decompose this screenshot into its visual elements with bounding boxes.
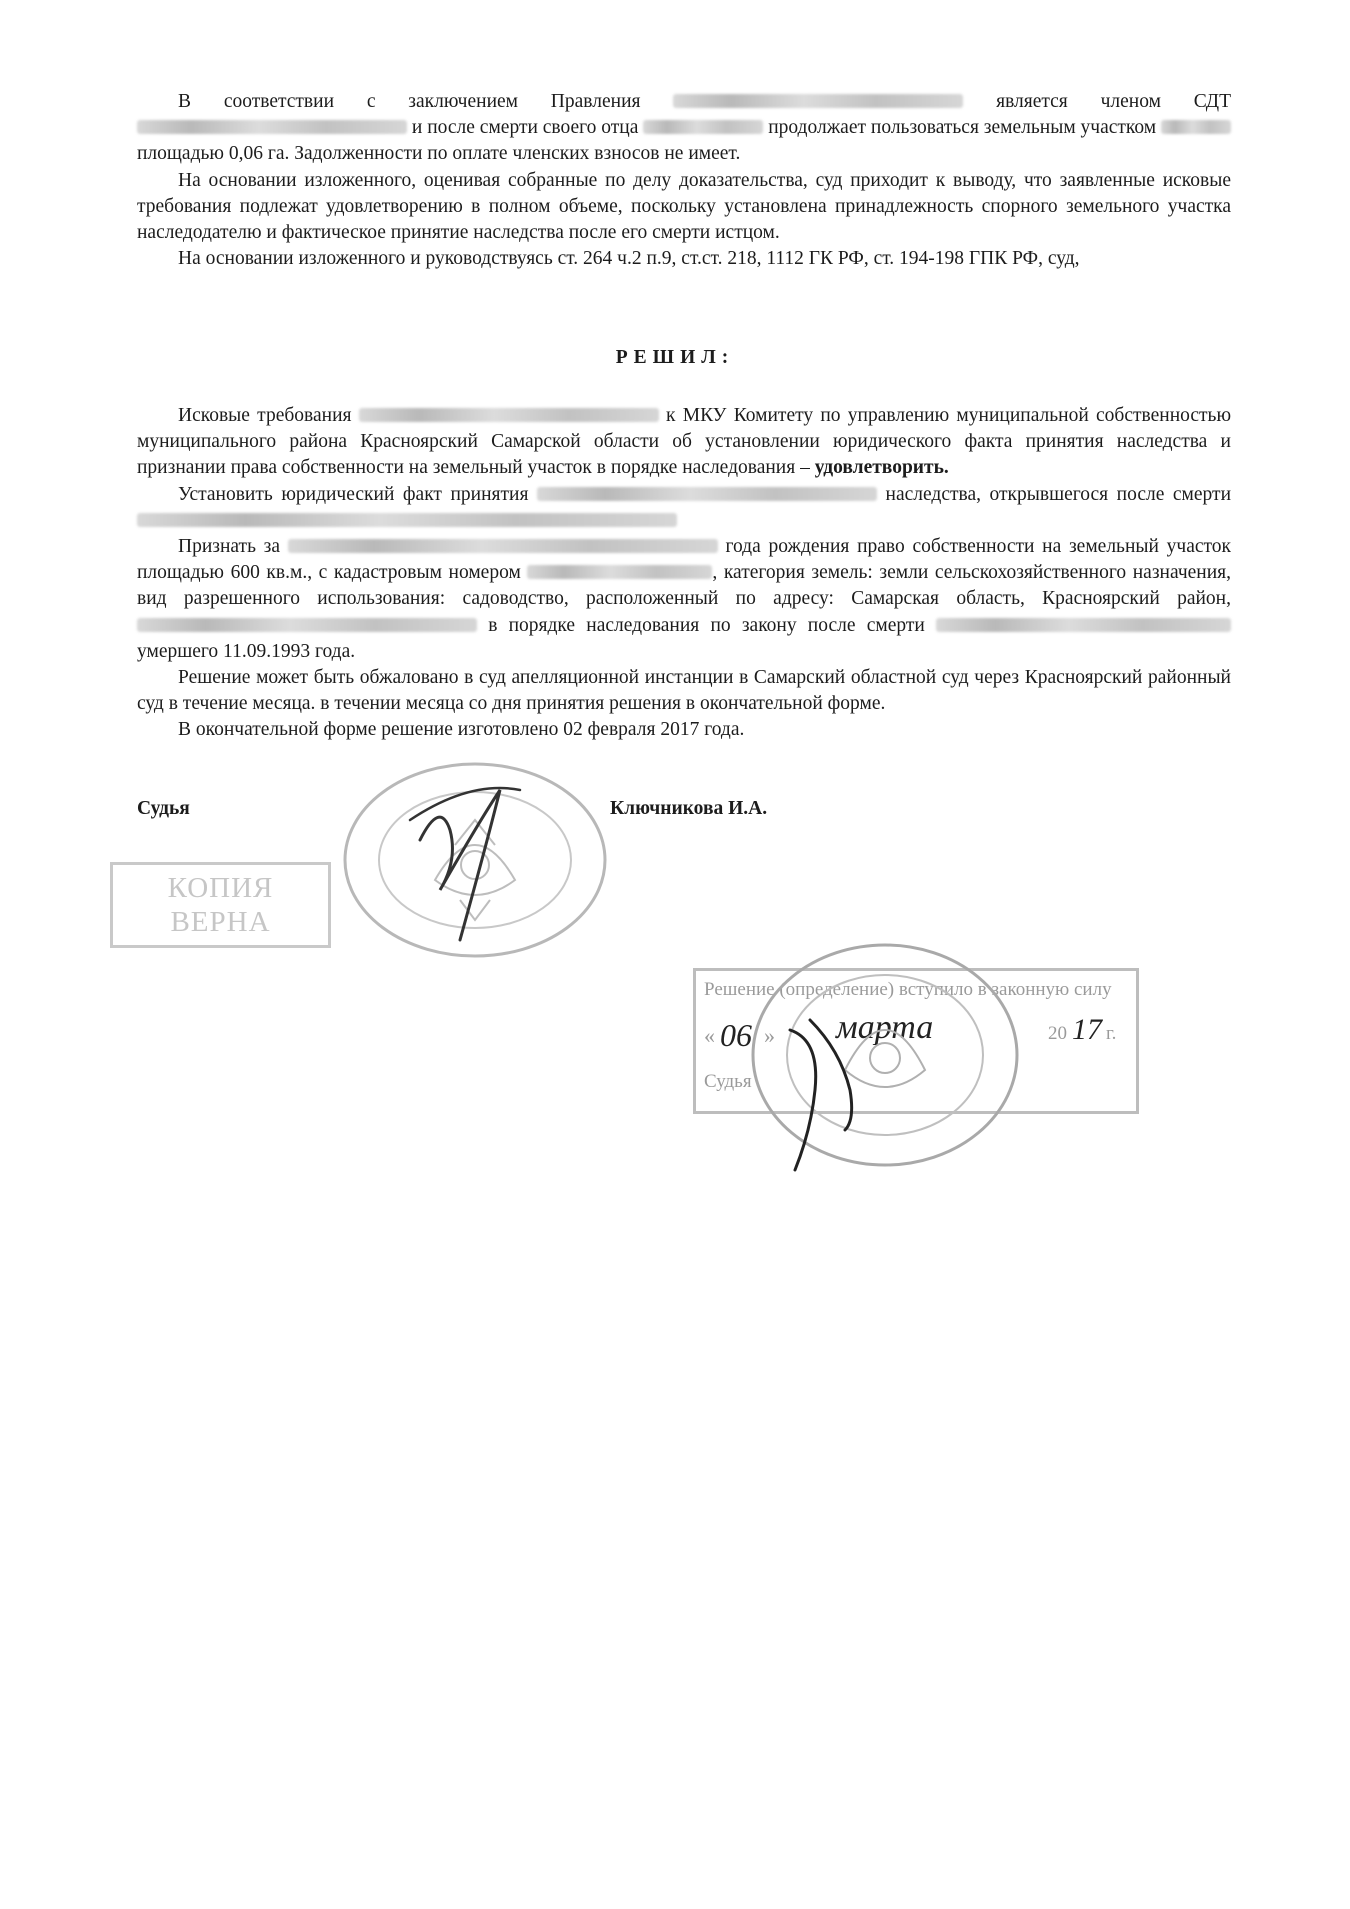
redacted-text bbox=[359, 408, 659, 422]
text-fragment: Установить юридический факт принятия bbox=[178, 483, 529, 505]
court-seal-icon bbox=[340, 760, 610, 960]
text-fragment: наследства, открывшегося после смерти bbox=[885, 483, 1232, 505]
text-fragment: В соответствии с заключением Правления bbox=[178, 91, 641, 112]
paragraph-ownership bbox=[137, 534, 1231, 665]
text-fragment: и после смерти своего отца bbox=[411, 117, 639, 139]
decision-heading: РЕШИЛ: bbox=[615, 347, 735, 368]
paragraph-fact-establishment bbox=[137, 482, 1231, 534]
text-fragment: продолжает пользоваться земельным участком bbox=[768, 117, 1157, 139]
stamp-line: Решение (определение) вступило в законную силу bbox=[704, 979, 1112, 1000]
text-fragment: умершего 11.09.1993 года. bbox=[137, 640, 356, 662]
paragraph-appeal: Решение может быть обжаловано в суд апелляционной инстанции в Самарский областной суд через Красноярский районный суд в течение месяца. в течении месяца со дня принятия решения в окончательной форме. bbox=[137, 667, 1231, 715]
text-fragment: Признать за bbox=[178, 536, 281, 558]
redacted-text bbox=[288, 539, 718, 553]
stamp-line: КОПИЯ bbox=[167, 872, 274, 904]
stamp-quote: » bbox=[764, 1023, 775, 1048]
redacted-text bbox=[137, 513, 677, 527]
stamp-judge-label: Судья bbox=[704, 1071, 752, 1092]
text-fragment: является членом СДТ bbox=[996, 91, 1231, 112]
paragraph-membership bbox=[137, 89, 1231, 168]
redacted-text bbox=[527, 565, 712, 579]
redacted-text bbox=[137, 618, 477, 632]
verdict-bold: удовлетворить. bbox=[814, 457, 949, 479]
stamp-month: марта bbox=[836, 1009, 934, 1046]
judge-name: Ключникова И.А. bbox=[610, 798, 768, 819]
redacted-text bbox=[643, 120, 763, 134]
stamp-year-suffix: г. bbox=[1106, 1023, 1117, 1044]
text-fragment: Исковые требования bbox=[178, 405, 352, 426]
stamp-day: 06 bbox=[720, 1017, 752, 1053]
paragraph-legal-basis: На основании изложенного и руководствуясь ст. 264 ч.2 п.9, ст.ст. 218, 1112 ГК РФ, ст. 194-198 ГПК РФ, суд, bbox=[178, 248, 1080, 270]
copy-verified-stamp bbox=[110, 862, 331, 948]
stamp-year: 17 bbox=[1072, 1013, 1102, 1046]
stamp-quote: « bbox=[704, 1023, 715, 1048]
judge-label: Судья bbox=[137, 798, 190, 819]
redacted-text bbox=[137, 120, 407, 134]
redacted-text bbox=[1161, 120, 1231, 134]
stamp-year-prefix: 20 bbox=[1048, 1023, 1067, 1044]
judge-signature-icon bbox=[390, 760, 550, 960]
document-body-top bbox=[137, 89, 1231, 272]
stamp-line: ВЕРНА bbox=[170, 906, 271, 938]
paragraph-conclusion: На основании изложенного, оценивая собранные по делу доказательства, суд приходит к выводу, что заявленные исковые требования подлежат удовлетворению в полном объеме, поскольку установлена принадлежность спорного земельного участка наследодателю и фактическое принятие наследства после его смерти истцом. bbox=[137, 169, 1231, 244]
text-fragment: к МКУ Комитету по управлению муниципальной собственностью муниципального района Красноярский Самарской области об установлении юридического факта принятия наследства и признании права собственности на земельный участок в порядке наследования – bbox=[137, 405, 1232, 479]
redacted-text bbox=[936, 618, 1231, 632]
redacted-text bbox=[537, 487, 877, 501]
text-fragment: площадью 0,06 га. Задолженности по оплате членских взносов не имеет. bbox=[137, 143, 741, 165]
text-fragment: года рождения право собственности на земельный участок площадью 600 кв.м., с кадастровым номером bbox=[137, 536, 1231, 584]
text-fragment: в порядке наследования по закону после смерти bbox=[488, 614, 925, 636]
paragraph-final-date: В окончательной форме решение изготовлено 02 февраля 2017 года. bbox=[178, 719, 745, 741]
text-fragment: , категория земель: земли сельскохозяйственного назначения, вид разрешенного использования: садоводство, расположенный по адресу: Самарская область, Красноярский район, bbox=[137, 562, 1232, 610]
paragraph-claims bbox=[137, 403, 1231, 482]
entry-into-force-stamp bbox=[693, 968, 1139, 1114]
document-body-decision bbox=[137, 403, 1231, 744]
redacted-text bbox=[673, 94, 963, 108]
